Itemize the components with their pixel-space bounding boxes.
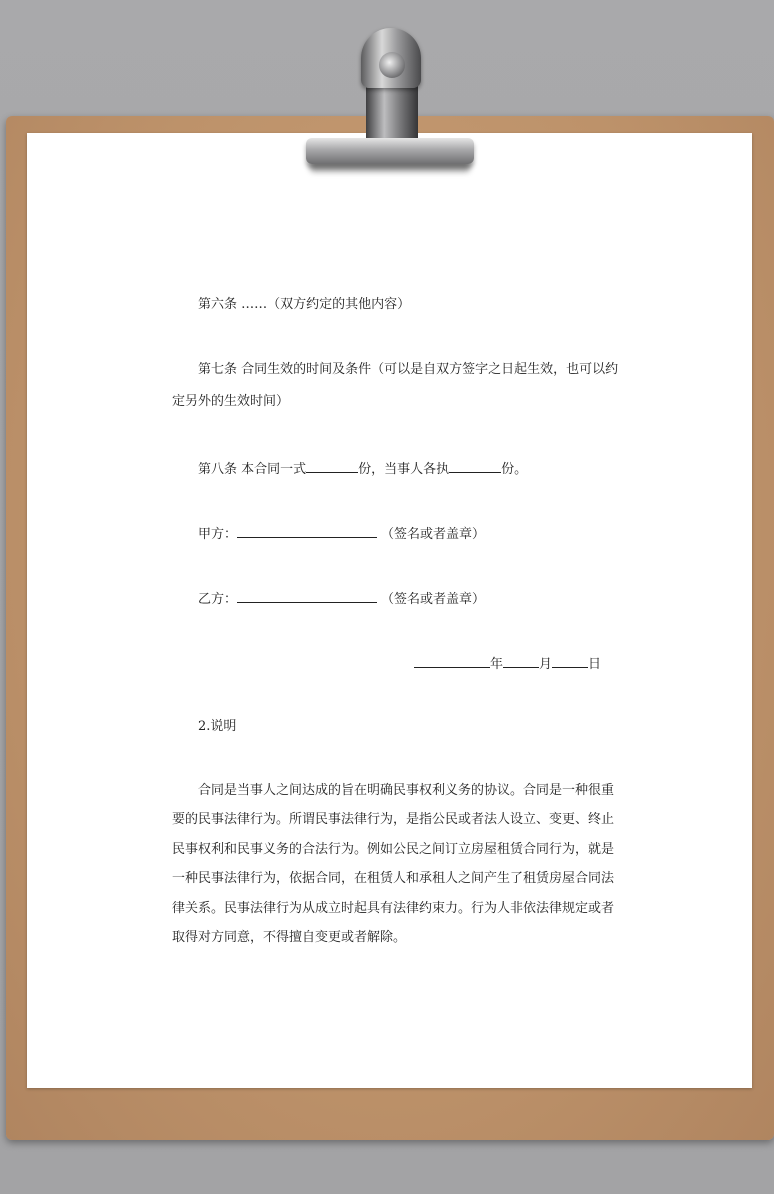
day-label: 日	[588, 657, 602, 672]
month-blank[interactable]	[503, 654, 539, 668]
article-7-line-1: 第七条 合同生效的时间及条件（可以是自双方签字之日起生效，也可以约	[198, 362, 619, 377]
year-label: 年	[490, 657, 504, 672]
year-blank[interactable]	[414, 654, 490, 668]
party-b-line	[198, 589, 485, 608]
explanation-line: 一种民事法律行为，依据合同，在租赁人和承租人之间产生了租赁房屋合同法	[172, 871, 615, 887]
party-a-sign-note: （签名或者盖章）	[381, 527, 486, 542]
party-b-label: 乙方：	[198, 592, 238, 607]
article-8-mid: 份，当事人各执	[358, 462, 450, 477]
article-8	[198, 459, 527, 478]
article-8-suffix: 份。	[501, 462, 528, 477]
explanation-line: 律关系。民事法律行为从成立时起具有法律约束力。行为人非依法律规定或者	[172, 900, 615, 916]
party-a-line	[198, 524, 485, 543]
party-a-label: 甲方：	[198, 527, 238, 542]
day-blank[interactable]	[552, 654, 588, 668]
copies-each-blank[interactable]	[449, 459, 501, 473]
explanation-line: 取得对方同意，不得擅自变更或者解除。	[172, 930, 407, 946]
clip-bar	[306, 138, 474, 164]
party-a-signature-blank[interactable]	[237, 524, 377, 538]
date-line	[414, 654, 601, 673]
section-heading: 2.说明	[198, 719, 237, 734]
article-8-prefix: 第八条 本合同一式	[198, 462, 307, 477]
party-b-signature-blank[interactable]	[237, 589, 377, 603]
copies-total-blank[interactable]	[306, 459, 358, 473]
explanation-line: 民事权利和民事义务的合法行为。例如公民之间订立房屋租赁合同行为，就是	[172, 841, 615, 857]
explanation-line: 合同是当事人之间达成的旨在明确民事权利义务的协议。合同是一种很重	[198, 783, 615, 798]
explanation-line: 要的民事法律行为。所谓民事法律行为，是指公民或者法人设立、变更、终止	[172, 812, 615, 828]
explanation-paragraph	[172, 776, 615, 952]
month-label: 月	[539, 657, 553, 672]
clip-neck	[366, 80, 418, 142]
article-7-line-2: 定另外的生效时间）	[172, 394, 290, 409]
party-b-sign-note: （签名或者盖章）	[381, 592, 486, 607]
article-6: 第六条 ……（双方约定的其他内容）	[198, 297, 411, 312]
clip-hole	[379, 52, 405, 78]
